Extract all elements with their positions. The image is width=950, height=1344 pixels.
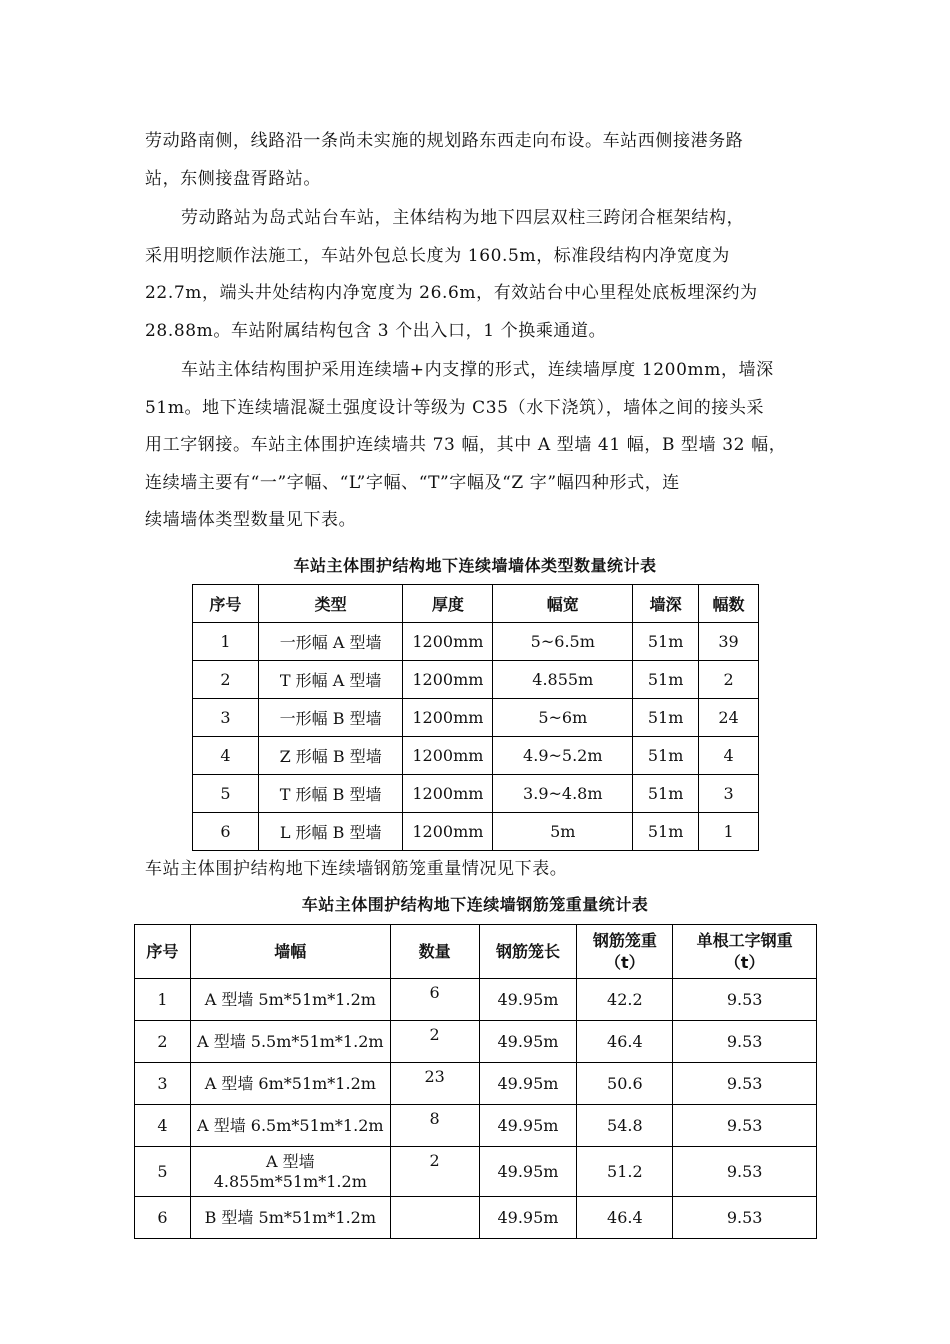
rebar-cage-weight-table [134,924,817,1239]
header-cell [673,925,817,979]
table-cell: 4.855m [493,661,633,699]
paragraph-3 [145,352,810,540]
cell-line: 4.855m*51m*1.2m [213,1171,367,1191]
table-cell: 9.53 [673,979,817,1021]
table-cell: 51m [633,699,699,737]
table-cell: 5m [493,813,633,851]
table-cell: 9.53 [673,1021,817,1063]
table-cell: 46.4 [577,1021,673,1063]
table-cell: 1200mm [403,661,493,699]
table-cell: 1200mm [403,813,493,851]
table-cell: 5~6.5m [493,623,633,661]
paragraph-line: 劳动路南侧，线路沿一条尚未实施的规划路东西走向布设。车站西侧接港务路 [145,131,744,151]
paragraph-line: 连续墙主要有“一”字幅、“L”字幅、“T”字幅及“Z 字”幅四种形式，连 [145,472,680,493]
table-cell: 6 [193,813,259,851]
table-cell: 54.8 [577,1105,673,1147]
paragraph-line: 用工字钢接。车站主体围护连续墙共 73 幅，其中 A 型墙 41 幅，B 型墙 32 幅， [145,435,787,455]
table-cell: 49.95m [479,1147,577,1197]
table-row [135,979,817,1021]
table-cell: 4 [699,737,759,775]
table-cell: 3 [193,699,259,737]
header-cell: 厚度 [403,585,493,623]
table-cell [390,1197,479,1239]
table-cell: 9.53 [673,1147,817,1197]
table-row [135,1021,817,1063]
table-cell: 51m [633,737,699,775]
table-cell: 49.95m [479,1063,577,1105]
header-cell: 序号 [193,585,259,623]
paragraph-line: 51m。地下连续墙混凝土强度设计等级为 C35（水下浇筑），墙体之间的接头采 [145,397,765,418]
table-cell: 1 [135,979,191,1021]
header-cell [577,925,673,979]
table-cell: 5 [193,775,259,813]
table-row [193,661,759,699]
table-cell: 4 [193,737,259,775]
table-cell: 51m [633,661,699,699]
table-cell: 2 [699,661,759,699]
table-cell: 1200mm [403,623,493,661]
table-cell: 1200mm [403,775,493,813]
table-cell: 24 [699,699,759,737]
table-cell: 4 [135,1105,191,1147]
table-cell: 3 [699,775,759,813]
table-cell: 39 [699,623,759,661]
paragraph-line: 劳动路站为岛式站台车站，主体结构为地下四层双柱三跨闭合框架结构， [181,208,745,228]
table-cell: 一形幅 A 型墙 [258,623,403,661]
table-cell [190,1147,390,1197]
table-cell: 9.53 [673,1105,817,1147]
header-line: （t） [724,952,765,972]
table-cell: 49.95m [479,1105,577,1147]
header-line: 单根工字钢重 [696,930,793,950]
header-line: （t） [605,952,645,972]
table-row [193,813,759,851]
table-cell: A 型墙 6.5m*51m*1.2m [190,1105,390,1147]
table-cell: T 形幅 B 型墙 [258,775,403,813]
table-row [193,699,759,737]
header-cell: 墙幅 [190,925,390,979]
table-cell: 23 [390,1063,479,1105]
table-cell: 49.95m [479,1021,577,1063]
header-cell: 类型 [258,585,403,623]
table-cell: 49.95m [479,979,577,1021]
table-cell: 1200mm [403,737,493,775]
table-cell: 3.9~4.8m [493,775,633,813]
paragraph-line: 车站主体结构围护采用连续墙+内支撑的形式，连续墙厚度 1200mm，墙深 [181,360,774,380]
table-row [193,737,759,775]
table-cell: 1 [193,623,259,661]
paragraph-1 [145,123,810,198]
table-cell: L 形幅 B 型墙 [258,813,403,851]
table-cell: 4.9~5.2m [493,737,633,775]
header-cell: 数量 [390,925,479,979]
table-cell: Z 形幅 B 型墙 [258,737,403,775]
table-cell: 9.53 [673,1197,817,1239]
paragraph-line: 22.7m，端头井处结构内净宽度为 26.6m，有效站台中心里程处底板埋深约为 [145,283,758,303]
table-cell: 1 [699,813,759,851]
paragraph-line: 28.88m。车站附属结构包含 3 个出入口，1 个换乘通道。 [145,320,607,341]
table-cell: 51.2 [577,1147,673,1197]
header-cell: 幅宽 [493,585,633,623]
cell-line: A 型墙 [265,1151,315,1171]
table2-intro-note: 车站主体围护结构地下连续墙钢筋笼重量情况见下表。 [145,859,568,879]
paragraph-line: 续墙墙体类型数量见下表。 [145,510,357,530]
wall-type-table [192,584,759,851]
table-cell: A 型墙 5m*51m*1.2m [190,979,390,1021]
table-row [193,775,759,813]
table-cell: 一形幅 B 型墙 [258,699,403,737]
table-cell: 2 [390,1021,479,1063]
table-cell: A 型墙 5.5m*51m*1.2m [190,1021,390,1063]
table-cell: T 形幅 A 型墙 [258,661,403,699]
header-cell: 钢筋笼长 [479,925,577,979]
table-cell: 51m [633,813,699,851]
table-cell: 46.4 [577,1197,673,1239]
table-cell: 51m [633,775,699,813]
table-cell: 3 [135,1063,191,1105]
header-cell: 幅数 [699,585,759,623]
table-cell: 5~6m [493,699,633,737]
header-cell: 序号 [135,925,191,979]
table-cell: 8 [390,1105,479,1147]
table-row [135,1197,817,1239]
table-row [193,623,759,661]
table-cell: 6 [390,979,479,1021]
paragraph-line: 站，东侧接盘胥路站。 [145,168,321,189]
table-cell: 51m [633,623,699,661]
table-cell: 6 [135,1197,191,1239]
table-row [135,1063,817,1105]
table-cell: 1200mm [403,699,493,737]
table-cell: A 型墙 6m*51m*1.2m [190,1063,390,1105]
header-line: 钢筋笼重 [592,930,657,950]
table-row [135,1147,817,1197]
table-cell: 2 [193,661,259,699]
table-row [135,1105,817,1147]
table1-caption: 车站主体围护结构地下连续墙墙体类型数量统计表 [293,556,657,575]
table-cell: B 型墙 5m*51m*1.2m [190,1197,390,1239]
header-cell: 墙深 [633,585,699,623]
table-cell: 2 [390,1147,479,1197]
table-header-row [193,585,759,623]
table-header-row [135,925,817,979]
table-cell: 42.2 [577,979,673,1021]
table-cell: 5 [135,1147,191,1197]
table-cell: 9.53 [673,1063,817,1105]
table-cell: 50.6 [577,1063,673,1105]
table-cell: 2 [135,1021,191,1063]
table2-caption: 车站主体围护结构地下连续墙钢筋笼重量统计表 [301,895,649,914]
paragraph-line: 采用明挖顺作法施工，车站外包总长度为 160.5m，标准段结构内净宽度为 [145,245,730,266]
paragraph-2 [145,200,810,350]
table-cell: 49.95m [479,1197,577,1239]
